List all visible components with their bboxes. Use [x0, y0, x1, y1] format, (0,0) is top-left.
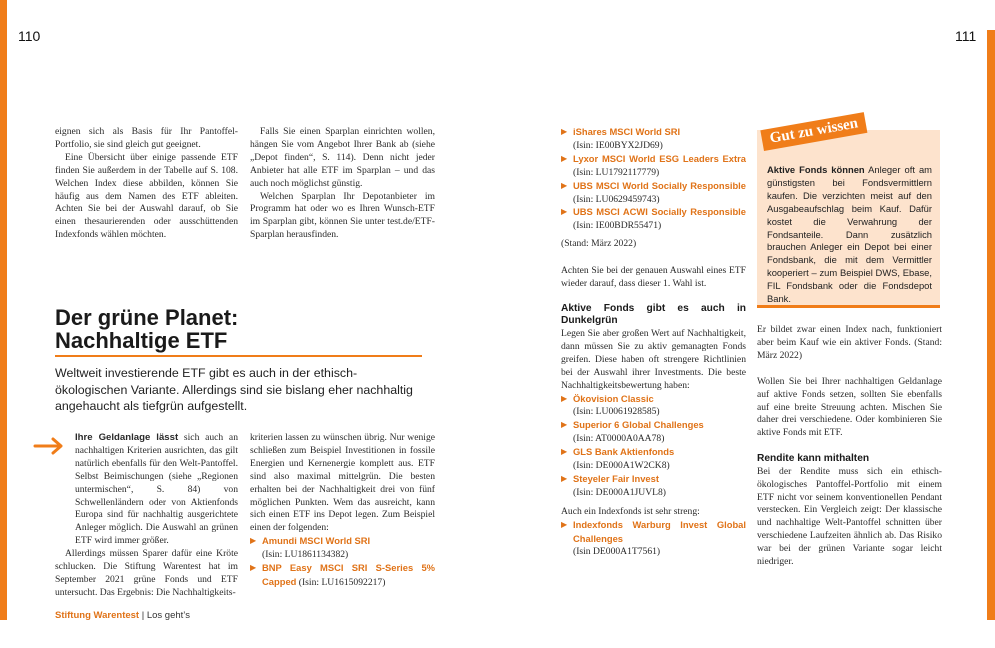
- info-box-text: [767, 164, 932, 306]
- fund-isin: (Isin: IE00BYX2JD69): [573, 139, 663, 151]
- paragraph: kriterien lassen zu wünschen übrig. Nur wenige schließen zum Beispiel Investitionen in fossile Energien und Kernenergie komplett aus. ETF sind also maximal mittelgrün. Die besten erhalten bei der Nachhaltigkeit drei von fünf möglichen Punkten. Wem das ausreicht, kann sich einen ETF ins Depot legen. Zum Beispiel einen der folgenden:: [250, 432, 435, 534]
- paragraph: Legen Sie aber großen Wert auf Nachhaltigkeit, dann müssen Sie zu aktiv gemanagten Fonds greifen. Diese haben oft strengere Richtlinien bei der Auswahl ihrer Investments. Die beste Nachhaltigkeitsbewertung haben:: [561, 327, 746, 391]
- triangle-bullet-icon: ▶: [561, 473, 568, 483]
- fund-isin: (Isin: LU1861134382): [262, 549, 349, 561]
- paragraph: Allerdings müssen Sparer dafür eine Kröte schlucken. Die Stiftung Warentest hat im September 2021 grüne Fonds und ETF untersucht. Das Ergebnis: Die Nachhaltigkeits-: [55, 548, 238, 598]
- fund-isin: (Isin: AT0000A0AA78): [573, 433, 665, 445]
- fund-name: iShares MSCI World SRI: [573, 126, 681, 137]
- triangle-bullet-icon: ▶: [561, 153, 568, 163]
- paragraph: Er bildet zwar einen Index nach, funktioniert aber beim Kauf wie ein aktiver Fonds. (Stand: März 2022): [757, 324, 942, 361]
- fund-name: Indexfonds Warburg Invest Global Challenges: [573, 518, 746, 544]
- fund-isin: (Isin: LU1792117779): [573, 166, 660, 178]
- fund-isin: (Isin: DE000A1JUVL8): [573, 486, 666, 498]
- fund-list: [561, 519, 746, 560]
- fund-isin: (Isin: LU0629459743): [573, 193, 660, 205]
- right-col1: [561, 126, 746, 559]
- fund-name: Ökovision Classic: [573, 392, 654, 404]
- right-edge-bar: [987, 30, 995, 620]
- fund-list: [250, 535, 435, 590]
- triangle-bullet-icon: ▶: [250, 536, 257, 546]
- triangle-bullet-icon: ▶: [561, 180, 568, 190]
- stand-note: (Stand: März 2022): [561, 238, 637, 250]
- triangle-bullet-icon: ▶: [561, 447, 568, 457]
- left-edge-bar: [0, 0, 7, 620]
- list-item: [250, 535, 435, 562]
- triangle-bullet-icon: ▶: [561, 393, 568, 403]
- list-item: [561, 126, 746, 153]
- list-item: [561, 473, 746, 500]
- heading-underline: [55, 355, 422, 357]
- fund-list: [561, 126, 746, 233]
- paragraph: Falls Sie einen Sparplan einrichten wollen, hängen Sie vom Angebot Ihrer Bank ab (siehe „Depot finden“, S. 114). Denn nicht jeder Anbieter hat alle ETF im Sparplan – und das auch noch möglichst günstig.: [250, 126, 435, 189]
- list-item: [561, 446, 746, 473]
- subheading-aktive-fonds: Aktive Fonds gibt es auch in Dunkelgrün: [561, 302, 746, 327]
- footer: [55, 610, 190, 621]
- fund-name: Superior 6 Global Challenges: [573, 419, 704, 431]
- fund-name: UBS MSCI ACWI Socially Responsible: [573, 206, 746, 218]
- fund-list: [561, 393, 746, 500]
- list-item: [561, 393, 746, 420]
- triangle-bullet-icon: ▶: [561, 420, 568, 430]
- paragraph: eignen sich als Basis für Ihr Pantoffel-Portfolio, sie sind gleich gut geeignet.: [55, 126, 238, 150]
- left-col1-bottom: [55, 432, 238, 600]
- list-item: [250, 562, 435, 590]
- triangle-bullet-icon: ▶: [561, 207, 568, 217]
- triangle-bullet-icon: ▶: [561, 519, 568, 529]
- list-item: [561, 519, 746, 560]
- footer-brand: Stiftung Warentest: [55, 610, 140, 621]
- fund-name: Lyxor MSCI World ESG Leaders Extra: [573, 152, 746, 164]
- footer-section: Los geht’s: [146, 610, 190, 621]
- fund-name: Amundi MSCI World SRI: [262, 535, 371, 547]
- info-box-bold: Aktive Fonds können: [767, 164, 865, 175]
- page-number-right: 111: [955, 28, 977, 44]
- fund-name: BNP Easy MSCI SRI S-Series 5% Capped: [262, 562, 435, 587]
- fund-name: UBS MSCI World Socially Responsible: [573, 179, 746, 191]
- fund-isin: (Isin: LU1615092217): [298, 576, 386, 588]
- fund-name: Steyeler Fair Invest: [573, 472, 659, 484]
- left-col2-bottom: [250, 432, 435, 590]
- paragraph: Auch ein Indexfonds ist sehr streng:: [561, 505, 700, 517]
- left-col2-top: [250, 126, 435, 242]
- paragraph: Welchen Sparplan Ihr Depotanbieter im Programm hat oder wo es Ihren Wunsch-ETF im Sparplan gibt, können Sie unter test.de/ETF-Sparplan herausfinden.: [250, 190, 435, 241]
- list-item: [561, 180, 746, 207]
- left-col1-top: [55, 126, 238, 242]
- info-box-stamp: Gut zu wissen: [760, 112, 867, 151]
- paragraph: Wollen Sie bei Ihrer nachhaltigen Geldanlage auf aktive Fonds setzen, sollten Sie ebenfalls auf eine breite Streuung achten. Mischen Sie daher drei verschiedene. Oder kombinieren Sie aktive Fonds mit ETF.: [757, 375, 942, 439]
- fund-isin: (Isin: IE00BDR55471): [573, 220, 662, 232]
- list-item: [561, 153, 746, 180]
- page-number-left: 110: [18, 28, 41, 44]
- right-col2: [757, 324, 942, 569]
- fund-isin: (Isin DE000A1T7561): [573, 546, 661, 558]
- lead-in-bold: Ihre Geldanlage lässt: [75, 432, 179, 443]
- heading-line-2: Nachhaltige ETF: [55, 328, 228, 353]
- paragraph: Bei der Rendite muss sich ein ethisch-ökologisches Pantoffel-Portfolio mit einem ETF nicht vor seinem konventionellen Pendant verstecken. Ein Vergleich zeigt: Der klassische und nachhaltige Welt-Pantoffel schnitten über verschiedene Laufzeiten ähnlich ab. Das Risiko war bei der grünen Variante sogar leicht niedriger.: [757, 465, 942, 568]
- lead-paragraph: Weltweit investierende ETF gibt es auch in der ethisch-ökologischen Variante. Allerdings sind sie bislang eher nachhaltig angehaucht als tiefgrün aufgestellt.: [55, 366, 413, 413]
- paragraph-text: sich auch an nachhaltigen Kriterien ausrichten, das gilt natürlich ebenfalls für den Welt-Pantoffel. Selbst Beimischungen (siehe „Regionen untermischen“, S. 84) von Schwellenländern oder von Aktienfonds Europa sind für nachhaltig ausgerichtete Anleger möglich. Die Auswahl an grünen ETF wird immer größer.: [75, 432, 238, 547]
- fund-isin: (Isin: LU0061928585): [573, 406, 660, 418]
- triangle-bullet-icon: ▶: [561, 127, 568, 136]
- heading-line-1: Der grüne Planet:: [55, 305, 239, 330]
- paragraph: Achten Sie bei der genauen Auswahl eines ETF wieder darauf, dass dieser 1. Wahl ist.: [561, 265, 746, 290]
- footer-separator: |: [141, 610, 145, 621]
- fund-name: GLS Bank Aktienfonds: [573, 446, 675, 458]
- list-item: [561, 419, 746, 446]
- info-box-body: Anleger oft am günstigsten bei Fondsvermittlern kaufen. Die verzichten meist auf den Ausgabeaufschlag beim Kauf. Dafür kostet die Verwahrung der Fondsanteile. Dann zusätzlich brauchen Anleger ein Depot bei einer Fondsbank, die mit dem Vermittler kooperiert – zum Beispiel DWS, Ebase, FIL Fondsbank oder die Fondsdepot Bank.: [767, 164, 932, 305]
- fund-isin: (Isin: DE000A1W2CK8): [573, 460, 670, 472]
- triangle-bullet-icon: ▶: [250, 563, 257, 573]
- paragraph: Eine Übersicht über einige passende ETF finden Sie außerdem in der Tabelle auf S. 108. Welchen Index diese abbilden, können Sie häufig aus dem Namen des ETF ableiten. Achten Sie bei der Auswahl darauf, ob Sie einen thesaurierenden oder ausschüttenden Indexfonds wählen möchten.: [55, 151, 238, 241]
- subheading-rendite: Rendite kann mithalten: [757, 453, 870, 465]
- list-item: [561, 206, 746, 233]
- section-heading: [55, 306, 435, 352]
